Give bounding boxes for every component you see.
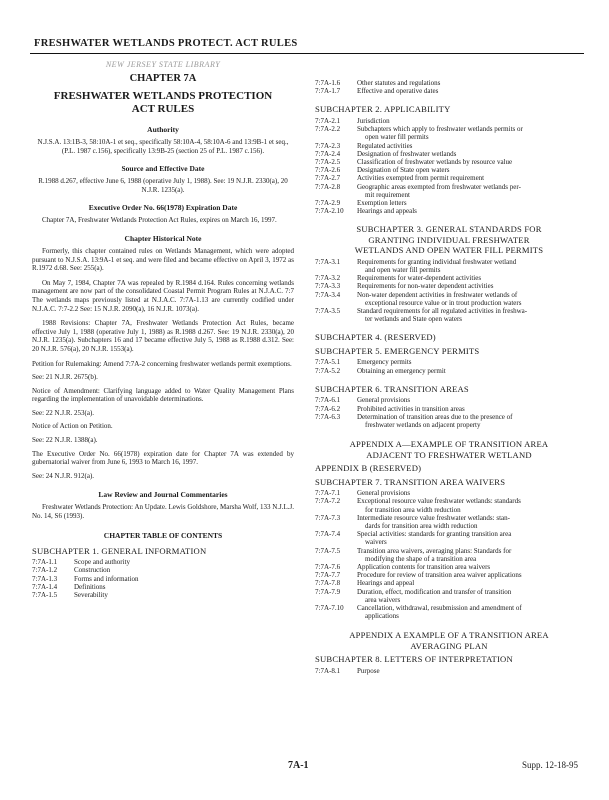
appendix-a-line-2: ADJACENT TO FRESHWATER WETLAND — [366, 449, 532, 460]
section-entry — [315, 405, 583, 413]
section-title-text: Definitions — [74, 582, 106, 591]
section-title-text: Non-water dependent activities in freshwater wetlands of — [357, 290, 518, 299]
section-entry — [315, 291, 583, 307]
section-title-continuation: modifying the shape of a transition area — [365, 554, 477, 563]
section-number: 7:7A-2.9 — [315, 198, 341, 207]
section-title — [72, 558, 294, 566]
section-entry — [315, 150, 583, 158]
section-title — [355, 87, 583, 95]
section-title-text: Prohibited activities in transition areas — [357, 404, 465, 413]
section-number: 7:7A-2.7 — [315, 174, 341, 183]
section-title-text: Duration, effect, modification and transfer of transition — [357, 587, 512, 596]
section-number: 7:7A-3.1 — [315, 257, 341, 266]
section-title — [355, 489, 583, 497]
subchapter-5-heading: SUBCHAPTER 5. EMERGENCY PERMITS — [315, 345, 480, 356]
section-entry — [315, 87, 583, 95]
section-title-text: Forms and information — [74, 574, 139, 583]
section-number: 7:7A-1.6 — [315, 79, 341, 87]
section-entry — [315, 274, 583, 282]
section-title-text: Exceptional resource value freshwater wetlands: standards — [357, 497, 521, 506]
appendix-averaging-heading — [315, 630, 583, 651]
section-title-text: Emergency permits — [357, 358, 412, 367]
chapter-title-line-1: FRESHWATER WETLANDS PROTECTION — [53, 90, 273, 102]
section-number: 7:7A-5.1 — [315, 358, 341, 367]
right-column — [315, 79, 583, 675]
section-number: 7:7A-7.10 — [315, 604, 344, 613]
section-title — [355, 667, 583, 675]
chapter-title-line-2: ACT RULES — [131, 103, 195, 115]
section-title — [355, 183, 583, 199]
section-entry — [315, 413, 583, 429]
subchapter-2-list — [315, 117, 583, 215]
history-citation: See: 24 N.J.R. 912(a). — [32, 471, 95, 480]
section-title-continuation: waivers — [365, 538, 387, 547]
section-entry — [315, 547, 583, 563]
section-title — [355, 258, 583, 274]
section-title-text: Regulated activities — [357, 141, 413, 150]
section-title-text: Exemption letters — [357, 198, 407, 207]
section-entry — [315, 367, 583, 375]
section-entry — [315, 497, 583, 513]
history-paragraph: Notice of Action on Petition. — [32, 422, 113, 431]
section-title — [355, 117, 583, 125]
section-number: 7:7A-6.1 — [315, 396, 341, 405]
section-number: 7:7A-3.2 — [315, 274, 341, 283]
section-title — [355, 207, 583, 215]
section-title-continuation: exceptional resource value or in trout production waters — [365, 298, 522, 307]
section-entry — [32, 583, 294, 591]
section-entry — [315, 282, 583, 290]
history-citation: See: 22 N.J.R. 253(a). — [32, 408, 95, 417]
section-title-text: Subchapters which apply to freshwater wetlands permits or — [357, 125, 523, 134]
section-number: 7:7A-2.3 — [315, 141, 341, 150]
section-number: 7:7A-1.1 — [32, 558, 58, 567]
section-number: 7:7A-2.4 — [315, 149, 341, 158]
section-entry — [315, 258, 583, 274]
section-title-text: Obtaining an emergency permit — [357, 366, 446, 375]
section-title-text: Activities exempted from permit requirement — [357, 174, 485, 183]
section-entry — [315, 489, 583, 497]
section-number: 7:7A-7.9 — [315, 587, 341, 596]
section-number: 7:7A-3.4 — [315, 290, 341, 299]
source-heading: Source and Effective Date — [121, 164, 205, 174]
appendix-averaging-line-1: APPENDIX A EXAMPLE OF A TRANSITION AREA — [349, 630, 549, 641]
section-title-text: Jurisdiction — [357, 116, 390, 125]
section-title-text: Other statutes and regulations — [357, 79, 441, 87]
authority-text: N.J.S.A. 13:1B-3, 58:10A-1 et seq., specifically 58:10A-4, 58:10A-6 and 13:9B-1 et seq., (P.L. 1987 c.156), specifically 13:9B-25 (section 25 of P.L. 1987 c.156). — [37, 138, 289, 155]
section-title-continuation: for transition area width reduction — [365, 505, 461, 514]
section-title — [355, 307, 583, 323]
section-title — [355, 530, 583, 546]
subchapter-8-list — [315, 667, 583, 675]
subchapter-6-list — [315, 396, 583, 429]
section-title-text: Application contents for transition area waivers — [357, 563, 491, 572]
section-entry — [315, 530, 583, 546]
section-number: 7:7A-2.6 — [315, 166, 341, 175]
section-title — [355, 158, 583, 166]
section-entry — [315, 79, 583, 87]
section-title-continuation: freshwater wetlands on adjacent property — [365, 420, 481, 429]
section-title-text: Requirements for non-water dependent activities — [357, 282, 494, 291]
section-title — [355, 413, 583, 429]
section-title-text: Transition area waivers, averaging plans: Standards for — [357, 546, 512, 555]
section-title-text: Designation of State open waters — [357, 166, 450, 175]
section-number: 7:7A-6.3 — [315, 412, 341, 421]
section-title-continuation: and open water fill permits — [365, 266, 441, 275]
left-column — [32, 60, 294, 599]
section-title — [355, 358, 583, 366]
section-title — [355, 405, 583, 413]
section-title-text: Scope and authority — [74, 558, 130, 567]
section-title-text: Special activities: standards for granting transition area — [357, 530, 512, 539]
law-review-text: Freshwater Wetlands Protection: An Update. Lewis Goldshore, Marsha Wolf, 133 N.J.L.J. No. 14, S6 (1993). — [32, 503, 294, 521]
running-head: FRESHWATER WETLANDS PROTECT. ACT RULES — [34, 38, 298, 49]
section-title-text: Requirements for granting individual freshwater wetland — [357, 257, 517, 266]
section-number: 7:7A-2.8 — [315, 182, 341, 191]
subchapter-4-heading: SUBCHAPTER 4. (RESERVED) — [315, 332, 436, 343]
section-number: 7:7A-7.8 — [315, 579, 341, 588]
subchapter-3-heading-line-2: GRANTING INDIVIDUAL FRESHWATER — [368, 234, 530, 245]
header-rule — [30, 53, 584, 54]
subchapter-3-heading-line-3: WETLANDS AND OPEN WATER FILL PERMITS — [354, 245, 544, 256]
subchapter-7-heading: SUBCHAPTER 7. TRANSITION AREA WAIVERS — [315, 476, 506, 487]
section-number: 7:7A-8.1 — [315, 666, 341, 675]
library-stamp: NEW JERSEY STATE LIBRARY — [105, 60, 221, 69]
section-title — [355, 396, 583, 404]
section-number: 7:7A-2.5 — [315, 157, 341, 166]
section-title — [355, 125, 583, 141]
section-entry — [315, 117, 583, 125]
section-title — [355, 150, 583, 158]
section-entry — [315, 166, 583, 174]
section-title-text: Effective and operative dates — [357, 87, 439, 96]
section-title-text: Severability — [74, 590, 108, 599]
appendix-averaging-line-2: AVERAGING PLAN — [410, 640, 488, 651]
section-title-continuation: applications — [365, 612, 399, 621]
section-entry — [315, 307, 583, 323]
section-title — [355, 79, 583, 87]
history-paragraph: Notice of Amendment: Clarifying language added to Water Quality Management Plans regarding the implementation of unavoidable determinations. — [32, 386, 294, 404]
section-title-continuation: mit requirement — [365, 190, 410, 199]
section-number: 7:7A-3.5 — [315, 307, 341, 316]
subchapter-3-heading — [315, 224, 583, 256]
section-number: 7:7A-2.1 — [315, 116, 341, 125]
section-entry — [315, 514, 583, 530]
subchapter-5-list — [315, 358, 583, 374]
section-title-text: Procedure for review of transition area waiver applications — [357, 571, 522, 580]
section-number: 7:7A-2.10 — [315, 207, 344, 216]
section-entry — [315, 667, 583, 675]
section-number: 7:7A-1.2 — [32, 566, 58, 575]
section-title-text: Construction — [74, 566, 111, 575]
history-paragraph: Petition for Rulemaking: Amend 7:7A-2 concerning freshwater wetlands permit exemptions. — [32, 359, 292, 368]
executive-order-heading: Executive Order No. 66(1978) Expiration Date — [88, 203, 238, 213]
section-entry — [315, 158, 583, 166]
history-paragraph: On May 7, 1984, Chapter 7A was repealed by R.1984 d.164. Rules concerning wetlands management are now part of the consolidated Coastal Permit Program Rules at N.J.A.C. 7:7 The wetlands maps previously listed at N.J.A.C. 7:7A-1.13 are currently codified under N.J.A.C. 7:7-2.2 See: 15 N.J.R. 2090(a), 16 N.J.R. 1073(a). — [32, 278, 294, 313]
section-number: 7:7A-1.3 — [32, 574, 58, 583]
section-number: 7:7A-7.4 — [315, 530, 341, 539]
section-title-text: General provisions — [357, 489, 411, 498]
section-entry — [315, 358, 583, 366]
section-title-text: Designation of freshwater wetlands — [357, 149, 457, 158]
law-review-heading: Law Review and Journal Commentaries — [98, 490, 228, 500]
section-entry — [315, 604, 583, 620]
section-entry — [315, 563, 583, 571]
history-paragraph: The Executive Order No. 66(1978) expiration date for Chapter 7A was extended by gubernatorial waiver from June 6, 1993 to March 16, 1997. — [32, 449, 294, 467]
section-title — [355, 174, 583, 182]
section-entry — [315, 207, 583, 215]
section-title — [355, 588, 583, 604]
section-number: 7:7A-7.7 — [315, 571, 341, 580]
authority-heading: Authority — [147, 125, 179, 134]
executive-order-text: Chapter 7A, Freshwater Wetlands Protection Act Rules, expires on March 16, 1997. — [42, 216, 277, 225]
section-entry — [315, 199, 583, 207]
section-number: 7:7A-7.1 — [315, 489, 341, 498]
history-paragraph: Formerly, this chapter contained rules on Wetlands Management, which were adopted pursuant to N.J.S.A. 13:9A-1 et seq. and were filed and became effective on April 3, 1972 as R.1972 d.68. See: 255(a). — [32, 246, 294, 273]
section-title — [355, 547, 583, 563]
source-text: R.1988 d.267, effective June 6, 1988 (operative July 1, 1988). See: 19 N.J.R. 2330(a), 20 N.J.R. 1235(a). — [38, 177, 288, 194]
section-number: 7:7A-7.2 — [315, 497, 341, 506]
section-number: 7:7A-1.5 — [32, 590, 58, 599]
section-number: 7:7A-7.3 — [315, 513, 341, 522]
section-entry — [315, 571, 583, 579]
section-title-text: Determination of transition areas due to the presence of — [357, 412, 513, 421]
section-entry — [315, 125, 583, 141]
chapter-number: CHAPTER 7A — [129, 73, 197, 84]
section-title-text: Purpose — [357, 666, 380, 675]
appendix-a-heading — [315, 439, 583, 460]
section-entry — [32, 591, 294, 599]
section-number: 7:7A-7.5 — [315, 546, 341, 555]
section-title-text: Classification of freshwater wetlands by resource value — [357, 157, 513, 166]
section-title — [355, 142, 583, 150]
history-paragraph: 1988 Revisions: Chapter 7A, Freshwater Wetlands Protection Act Rules, became effective July 1, 1988 (operative July 1, 1988) as R.1988 d.267. See: 19 N.J.R. 2330(a), 20 N.J.R. 1235(a). Subchapters 16 and 17 became effective July 5, 1988 as R.1988 d.312. See: 20 N.J.R. 576(a), 20 N.J.R. 1553(a). — [32, 319, 294, 353]
section-title-text: Hearings and appeal — [357, 579, 415, 588]
section-number: 7:7A-1.7 — [315, 87, 341, 96]
chapter-title — [32, 90, 294, 116]
subchapter-3-heading-line-1: SUBCHAPTER 3. GENERAL STANDARDS FOR — [356, 224, 542, 235]
section-entry — [315, 588, 583, 604]
section-entry — [315, 396, 583, 404]
subchapter-1-heading: SUBCHAPTER 1. GENERAL INFORMATION — [32, 545, 207, 556]
section-title-text: Intermediate resource value freshwater wetlands: stan- — [357, 513, 510, 522]
section-title-text: Cancellation, withdrawal, resubmission and amendment of — [357, 604, 522, 613]
section-title — [355, 282, 583, 290]
section-title — [355, 563, 583, 571]
section-title-text: General provisions — [357, 396, 411, 405]
section-number: 7:7A-2.2 — [315, 125, 341, 134]
section-title-text: Standard requirements for all regulated activities in freshwa- — [357, 307, 528, 316]
section-entry — [32, 575, 294, 583]
appendix-b-heading: APPENDIX B (RESERVED) — [315, 463, 422, 474]
section-title — [355, 514, 583, 530]
subchapter-1-list-continued — [315, 79, 583, 95]
section-title-text: Requirements for water-dependent activities — [357, 274, 482, 283]
section-title — [355, 367, 583, 375]
section-title-text: Geographic areas exempted from freshwater wetlands per- — [357, 182, 521, 191]
section-number: 7:7A-7.6 — [315, 563, 341, 572]
subchapter-2-heading: SUBCHAPTER 2. APPLICABILITY — [315, 104, 451, 115]
section-entry — [315, 579, 583, 587]
supplement-date: Supp. 12-18-95 — [522, 760, 578, 770]
section-title — [72, 575, 294, 583]
section-title-text: Hearings and appeals — [357, 207, 417, 216]
section-entry — [315, 183, 583, 199]
section-title-continuation: ter wetlands and State open waters — [365, 315, 462, 324]
section-entry — [315, 142, 583, 150]
section-entry — [315, 174, 583, 182]
section-title — [355, 571, 583, 579]
section-title — [355, 274, 583, 282]
section-number: 7:7A-3.3 — [315, 282, 341, 291]
section-number: 7:7A-6.2 — [315, 404, 341, 413]
subchapter-6-heading: SUBCHAPTER 6. TRANSITION AREAS — [315, 383, 469, 394]
subchapter-3-list — [315, 258, 583, 324]
section-title — [355, 291, 583, 307]
section-title-continuation: open water fill permits — [365, 133, 429, 142]
subchapter-1-list — [32, 558, 294, 599]
historical-note-heading: Chapter Historical Note — [124, 233, 202, 243]
section-title — [72, 566, 294, 574]
subchapter-8-heading: SUBCHAPTER 8. LETTERS OF INTERPRETATION — [315, 654, 513, 665]
section-entry — [32, 566, 294, 574]
page-number: 7A-1 — [288, 760, 309, 771]
section-title — [355, 604, 583, 620]
history-citation: See: 21 N.J.R. 2675(b). — [32, 373, 98, 382]
subchapter-7-list — [315, 489, 583, 620]
history-citation: See: 22 N.J.R. 1388(a). — [32, 436, 98, 445]
section-number: 7:7A-5.2 — [315, 366, 341, 375]
section-title — [355, 497, 583, 513]
section-title — [355, 166, 583, 174]
section-title-continuation: dards for transition area width reduction — [365, 522, 478, 530]
section-title — [72, 583, 294, 591]
section-title — [72, 591, 294, 599]
appendix-a-line-1: APPENDIX A—EXAMPLE OF TRANSITION AREA — [349, 439, 549, 450]
section-entry — [32, 558, 294, 566]
section-number: 7:7A-1.4 — [32, 582, 58, 591]
section-title-continuation: area waivers — [365, 595, 401, 604]
section-title — [355, 199, 583, 207]
section-title — [355, 579, 583, 587]
toc-heading: CHAPTER TABLE OF CONTENTS — [103, 530, 223, 540]
